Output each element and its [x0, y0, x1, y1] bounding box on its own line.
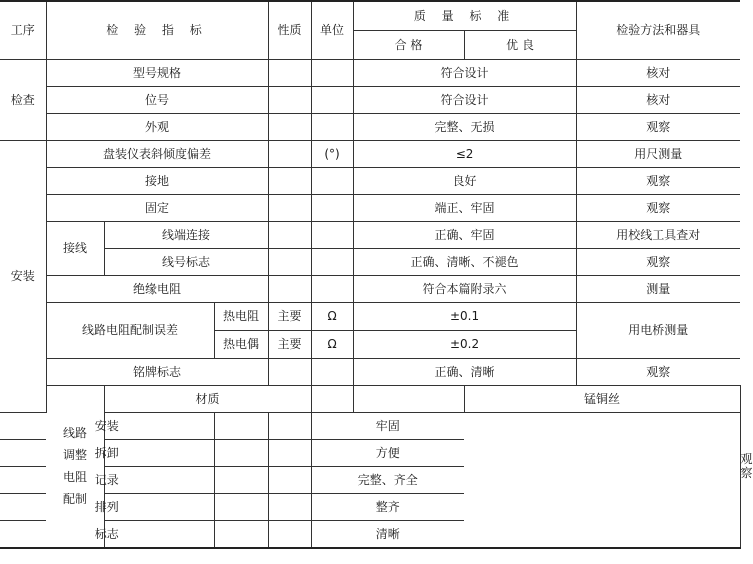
subgroup-wiring: 接线 [46, 221, 104, 275]
table-row [0, 59, 740, 86]
row-standard: ±0.2 [353, 330, 576, 358]
table-row [0, 466, 740, 493]
row-unit [311, 86, 353, 113]
row-item: 绝缘电阻 [46, 275, 268, 302]
row-standard: ≤2 [353, 140, 576, 167]
row-standard: 完整、齐全 [311, 466, 464, 493]
row-nature [214, 493, 268, 520]
row-item: 记录 [0, 466, 214, 493]
row-standard: 正确、清晰 [353, 358, 576, 385]
header-unit: 单位 [311, 1, 353, 59]
row-standard: 完整、无损 [353, 113, 576, 140]
header-nature: 性质 [268, 1, 311, 59]
row-method: 观察 [576, 358, 740, 385]
row-unit [311, 113, 353, 140]
row-unit [268, 412, 311, 439]
row-unit [268, 466, 311, 493]
table-row: 线路 调整 电阻 配制 材质 锰铜丝 观察 [0, 385, 740, 412]
row-method: 核对 [576, 86, 740, 113]
row-unit [311, 358, 353, 385]
row-item: 拆卸 [0, 439, 214, 466]
table-row [0, 302, 740, 330]
row-nature: 主要 [268, 302, 311, 330]
row-item: 外观 [46, 113, 268, 140]
table-row [0, 194, 740, 221]
header-excellent: 优 良 [464, 30, 576, 59]
group-line-adjust-line: 调整 [62, 448, 87, 463]
row-method: 核对 [576, 59, 740, 86]
row-nature [268, 275, 311, 302]
table-row [0, 275, 740, 302]
table-row [0, 358, 740, 385]
table-row [0, 167, 740, 194]
row-method: 观察 [576, 113, 740, 140]
row-unit [311, 275, 353, 302]
row-item: 位号 [46, 86, 268, 113]
row-nature [214, 520, 268, 548]
table-row [0, 493, 740, 520]
row-unit [311, 194, 353, 221]
row-nature [268, 167, 311, 194]
group-line-adjust-line: 线路 [62, 426, 87, 441]
row-item: 排列 [0, 493, 214, 520]
header-item: 检 验 指 标 [46, 1, 268, 59]
table-row [0, 113, 740, 140]
row-standard: ±0.1 [353, 302, 576, 330]
header-qualified: 合 格 [353, 30, 464, 59]
row-standard: 锰铜丝 [464, 385, 740, 412]
header-quality-standard: 质 量 标 准 [353, 1, 576, 30]
row-item: 型号规格 [46, 59, 268, 86]
row-unit [311, 167, 353, 194]
row-item: 材质 [104, 385, 311, 412]
group-line-adjust-line: 配制 [62, 492, 87, 507]
row-item: 标志 [0, 520, 214, 548]
row-item: 线端连接 [104, 221, 268, 248]
row-nature [268, 140, 311, 167]
row-item: 盘装仪表斜倾度偏差 [46, 140, 268, 167]
row-nature [268, 194, 311, 221]
table-row [0, 412, 740, 439]
row-unit: (°) [311, 140, 353, 167]
row-standard: 清晰 [311, 520, 464, 548]
table-row [0, 439, 740, 466]
row-unit [268, 520, 311, 548]
group-check: 检查 [0, 59, 46, 140]
row-standard: 方便 [311, 439, 464, 466]
row-unit [311, 248, 353, 275]
row-standard: 正确、清晰、不褪色 [353, 248, 576, 275]
row-item: 安装 [0, 412, 214, 439]
row-method: 观察 [576, 194, 740, 221]
row-standard: 端正、牢固 [353, 194, 576, 221]
row-subitem: 热电阻 [214, 302, 268, 330]
row-nature: 主要 [268, 330, 311, 358]
row-item: 固定 [46, 194, 268, 221]
row-standard: 牢固 [311, 412, 464, 439]
row-subitem: 热电偶 [214, 330, 268, 358]
row-nature [214, 466, 268, 493]
row-method: 用校线工具查对 [576, 221, 740, 248]
row-unit [353, 385, 464, 412]
row-unit: Ω [311, 302, 353, 330]
row-unit [268, 493, 311, 520]
row-standard: 正确、牢固 [353, 221, 576, 248]
group-install: 安装 [0, 140, 46, 412]
row-nature [268, 113, 311, 140]
row-standard: 良好 [353, 167, 576, 194]
row-nature [268, 358, 311, 385]
row-standard: 符合本篇附录六 [353, 275, 576, 302]
table-row [0, 520, 740, 548]
row-standard: 整齐 [311, 493, 464, 520]
row-method: 观察 [576, 248, 740, 275]
table-row [0, 248, 740, 275]
row-nature [268, 221, 311, 248]
row-method: 测量 [576, 275, 740, 302]
header-row-1 [0, 1, 740, 30]
row-nature [214, 439, 268, 466]
row-standard: 符合设计 [353, 86, 576, 113]
header-process: 工序 [0, 1, 46, 59]
row-unit [311, 221, 353, 248]
row-method: 用电桥测量 [576, 302, 740, 358]
row-item: 线路电阻配制误差 [46, 302, 214, 358]
row-item: 接地 [46, 167, 268, 194]
row-method: 用尺测量 [576, 140, 740, 167]
row-method: 观察 [576, 167, 740, 194]
row-unit [311, 59, 353, 86]
header-method: 检验方法和器具 [576, 1, 740, 59]
row-nature [214, 412, 268, 439]
row-unit: Ω [311, 330, 353, 358]
row-nature [268, 86, 311, 113]
row-nature [311, 385, 353, 412]
table-row [0, 86, 740, 113]
group-line-adjust-line: 电阻 [62, 470, 87, 485]
row-unit [268, 439, 311, 466]
table-row [0, 221, 740, 248]
table-row [0, 140, 740, 167]
row-item: 线号标志 [104, 248, 268, 275]
row-nature [268, 59, 311, 86]
row-standard: 符合设计 [353, 59, 576, 86]
row-nature [268, 248, 311, 275]
row-item: 铭牌标志 [46, 358, 268, 385]
